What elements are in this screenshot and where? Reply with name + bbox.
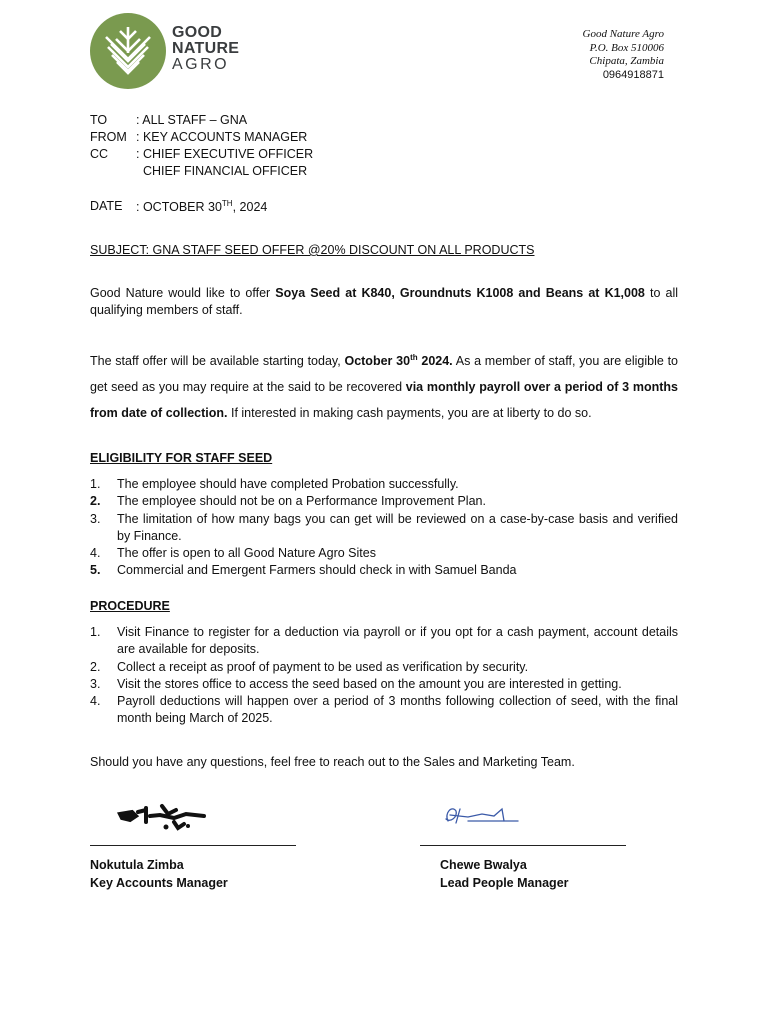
procedure-list (90, 624, 678, 728)
list-item: 2. The employee should not be on a Performance Improvement Plan. (90, 494, 486, 509)
signatory-name: Chewe Bwalya (440, 858, 527, 872)
offer-paragraph: Good Nature would like to offer Soya Seed at K840, Groundnuts K1008 and Beans at K1,008 to all qualifying members of staff. (90, 286, 678, 317)
signatory-2 (440, 856, 569, 892)
eligibility-heading: ELIGIBILITY FOR STAFF SEED (90, 451, 273, 465)
memo-cc-value: : CHIEF EXECUTIVE OFFICER (136, 147, 314, 161)
memo-subject: SUBJECT: GNA STAFF SEED OFFER @20% DISCOUNT ON ALL PRODUCTS (90, 243, 535, 257)
closing-line: Should you have any questions, feel free to reach out to the Sales and Marketing Team. (90, 755, 575, 769)
signature-line (420, 845, 626, 846)
list-item: 4. Payroll deductions will happen over a period of 3 months following collection of seed, with the final month being March of 2025. (90, 694, 678, 726)
memo-header (90, 112, 313, 180)
list-item: 5. Commercial and Emergent Farmers should check in with Samuel Banda (90, 563, 517, 578)
list-item: 1. Visit Finance to register for a deduction via payroll or if you opt for a cash payment, account details are available for deposits. (90, 625, 678, 657)
logo-line-1: GOOD (172, 24, 223, 41)
memo-to-label: TO (90, 113, 108, 127)
memo-to-row (90, 112, 313, 129)
signatory-title: Lead People Manager (440, 876, 569, 890)
phone-number: 0964918871 (602, 68, 664, 81)
company-address (583, 28, 665, 82)
company-logo (90, 13, 240, 93)
memo-cc-row (90, 146, 313, 163)
logo-line-2: NATURE (172, 40, 240, 57)
list-item: 1. The employee should have completed Probation successfully. (90, 477, 459, 491)
signatory-name: Nokutula Zimba (90, 858, 184, 872)
leaf-chevron-icon (90, 13, 166, 89)
memo-from-label: FROM (90, 130, 127, 144)
list-item: 2. Collect a receipt as proof of payment to be used as verification by security. (90, 659, 529, 674)
signature-line (90, 845, 296, 846)
address-line: Chipata, Zambia (589, 55, 664, 67)
procedure-heading: PROCEDURE (90, 599, 170, 613)
memo-from-row (90, 129, 313, 146)
logo-wordmark (172, 25, 239, 73)
memo-date-label: DATE (90, 199, 123, 213)
address-line: P.O. Box 510006 (589, 41, 664, 54)
availability-paragraph: The staff offer will be available starting today, October 30th 2024. As a member of staff, you are eligible to get seed as you may require at the said to be recovered via monthly payroll over a period of 3 months from date of collection. If interested in making cash payments, you are at liberty to do so. (90, 353, 678, 421)
list-item: 3. The limitation of how many bags you can get will be reviewed on a case-by-case basis and verified by Finance. (90, 511, 678, 543)
memo-from-value: : KEY ACCOUNTS MANAGER (136, 130, 308, 144)
logo-line-3: AGRO (172, 56, 230, 73)
memo-date-value: : OCTOBER 30TH, 2024 (136, 199, 268, 215)
memo-date-row (90, 199, 267, 214)
list-item: 4. The offer is open to all Good Nature Agro Sites (90, 546, 376, 561)
signature-image-2 (442, 803, 522, 834)
memo-cc-value-2: CHIEF FINANCIAL OFFICER (143, 164, 308, 178)
memo-to-value: : ALL STAFF – GNA (136, 113, 248, 127)
list-item: 3. Visit the stores office to access the seed based on the amount you are interested in getting. (90, 676, 622, 691)
signature-image-1 (116, 800, 212, 837)
memo-cc-label: CC (90, 147, 109, 161)
address-line: Good Nature Agro (582, 28, 664, 40)
signatory-title: Key Accounts Manager (90, 876, 228, 890)
eligibility-list (90, 476, 678, 580)
signatory-1 (90, 856, 228, 892)
